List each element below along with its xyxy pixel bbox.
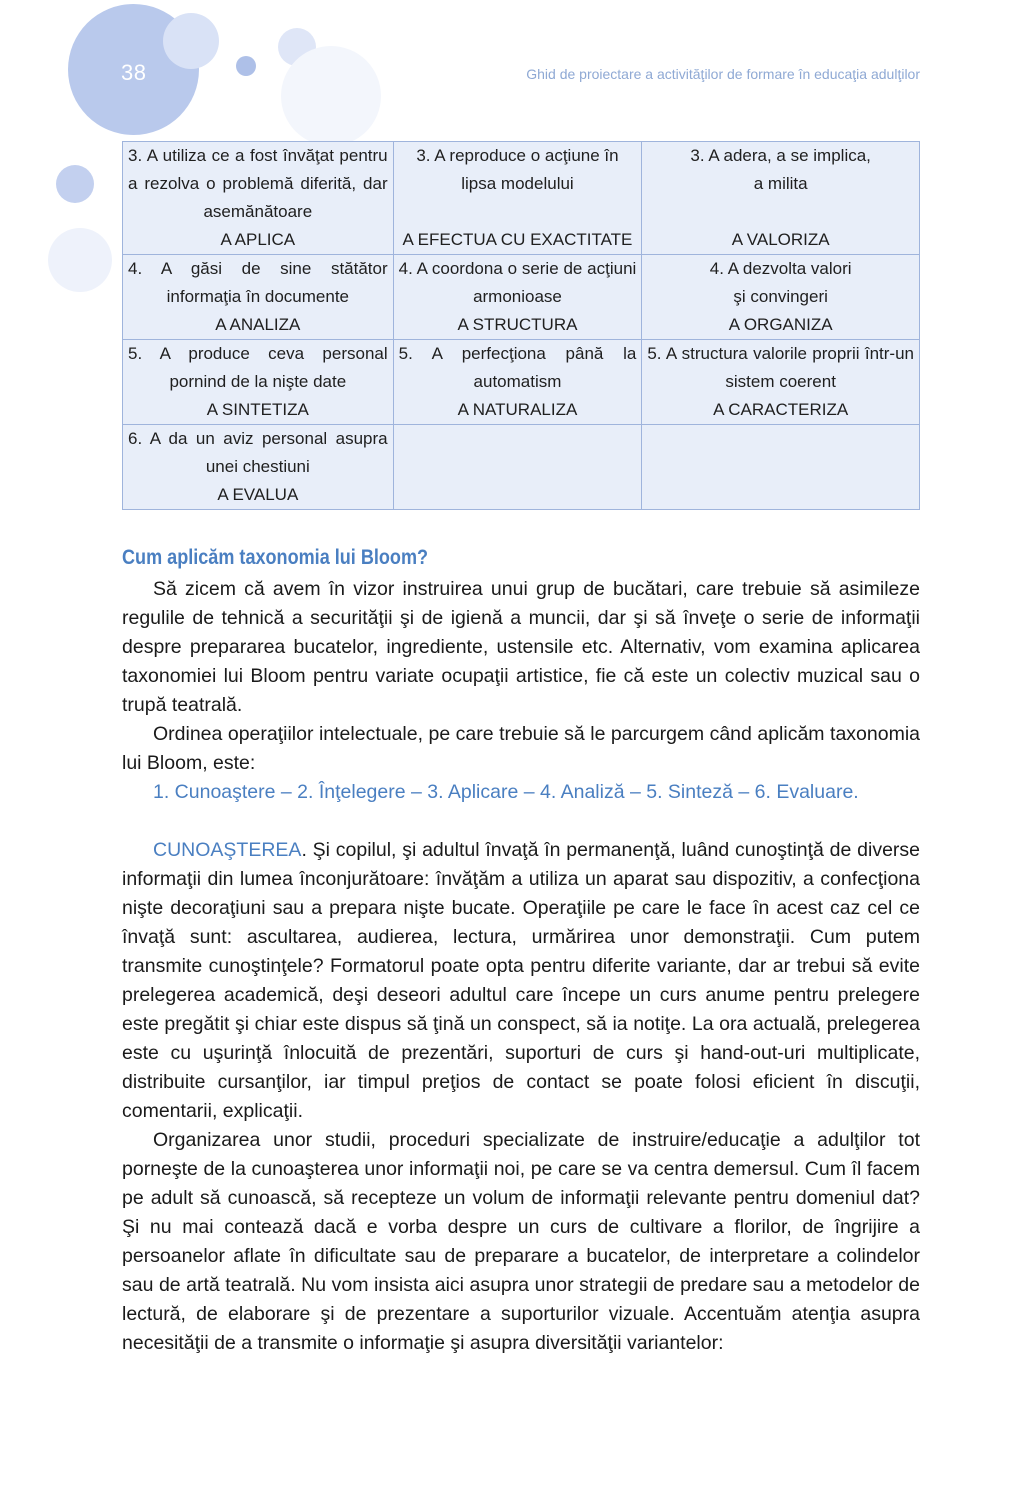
decorative-circle-medium xyxy=(163,13,219,69)
cell-category: A ANALIZA xyxy=(215,315,301,334)
table-row xyxy=(123,340,920,425)
cell-category: A CARACTERIZA xyxy=(713,400,849,419)
table-cell xyxy=(393,255,642,340)
cell-text: 4. A dezvolta valori xyxy=(709,259,852,278)
paragraph: Organizarea unor studii, proceduri specializate de instruire/educaţie a adulţilor tot porneşte de la cunoaşterea unor informaţii noi, pe care se va centra demersul. Cum îl facem pe adult să cunoască, să recepteze un volum de informaţii relevante pentru domeniul dat? Şi nu mai contează dacă e vorba despre un curs de cultivare a florilor, de îngrijire a persoanelor aflate în dificultate sau de preparare a bucatelor, de interpretare a colindelor sau de artă teatrală. Nu vom insista aici asupra unor strategii de predare sau a metodelor de lectură, de elaborare şi de prezentare a suporturilor vizuale. Accentuăm atenţia asupra necesităţii de a transmite o informaţie şi asupra diversităţii variantelor: xyxy=(122,1129,920,1354)
table-cell xyxy=(123,425,394,510)
cell-text: 5. A structura valorile proprii într-un sistem coerent xyxy=(647,344,914,391)
table-cell xyxy=(393,340,642,425)
decorative-circle-left xyxy=(56,165,94,203)
table-cell xyxy=(642,255,920,340)
cell-text: 6. A da un aviz personal asupra unei chestiuni xyxy=(128,429,388,476)
cell-text: 5. A perfecţiona până la automatism xyxy=(398,344,637,391)
table-row xyxy=(123,425,920,510)
decorative-circle-left-faint xyxy=(48,228,112,292)
table-row xyxy=(123,142,920,255)
paragraph xyxy=(122,836,920,1126)
page-number: 38 xyxy=(121,60,147,85)
cell-category: A VALORIZA xyxy=(731,230,830,249)
cell-text: 4. A găsi de sine stătător informaţia în documente xyxy=(128,259,388,306)
cell-category: A EVALUA xyxy=(217,485,299,504)
running-header: Ghid de proiectare a activităţilor de formare în educaţia adulţilor xyxy=(526,66,920,82)
paragraph-text: . Şi copilul, şi adultul învaţă în permanenţă, luând cunoştinţă de diverse informaţii din lumea înconjurătoare: învăţăm a utiliza un aparat sau dispozitiv, a confecţiona nişte decoraţiuni sau a prepara nişte bucate. Operaţiile pe care le face în acest caz cel ce învaţă sunt: ascultarea, audierea, lectura, urmărirea unor demonstraţii. Cum putem transmite cunoştinţele? Formatorul poate opta pentru diferite variante, dar ar trebui să evite prelegerea academică, deşi deseori adultul care începe un curs anume pentru prelegere este pregătit şi chiar este dispus să ţină un conspect, să ia notiţe. La ora actuală, prelegerea este cu uşurinţă înlocuită de prezentări, suporturi de curs şi hand-out-uri multiplicate, distribuite cursanţilor, iar timpul preţios de contact se poate folosi eficient în discuţii, comentarii, explicaţii. xyxy=(122,839,920,1122)
table-cell xyxy=(123,340,394,425)
table-cell xyxy=(123,142,394,255)
operations-sequence: 1. Cunoaştere – 2. Înţelegere – 3. Aplicare – 4. Analiză – 5. Sinteză – 6. Evaluare. xyxy=(153,781,859,803)
cell-category: A EFECTUA CU EXACTITATE xyxy=(402,230,633,249)
decorative-circle-faint xyxy=(281,46,381,146)
decorative-circle-dot xyxy=(236,56,256,76)
cell-category: A NATURALIZA xyxy=(457,400,578,419)
table-cell xyxy=(642,142,920,255)
table-cell xyxy=(123,255,394,340)
table-row xyxy=(123,255,920,340)
table-cell xyxy=(393,142,642,255)
cell-text: 3. A adera, a se implica, xyxy=(690,146,871,165)
paragraph: Ordinea operaţiilor intelectuale, pe care trebuie să le parcurgem când aplicăm taxonomia lui Bloom, este: xyxy=(122,723,920,774)
cell-text: a milita xyxy=(753,174,808,193)
cell-category: A STRUCTURA xyxy=(457,315,578,334)
paragraph: Să zicem că avem în vizor instruirea unui grup de bucătari, care trebuie să asimileze regulile de tehnică a securităţii şi de igienă a muncii, dar şi să înveţe o serie de informaţii despre prepararea bucatelor, ingrediente, ustensile etc. Alternativ, vom examina aplicarea taxonomiei lui Bloom pentru variate ocupaţii artistice, fie că este un colectiv muzical sau o trupă teatrală. xyxy=(122,578,920,716)
cell-category: A SINTETIZA xyxy=(206,400,309,419)
cell-text: 4. A coordona o serie de acţiuni armonioase xyxy=(398,259,637,306)
taxonomy-table xyxy=(122,141,920,510)
table-cell xyxy=(642,340,920,425)
cell-text: şi convingeri xyxy=(733,287,828,306)
cell-category: A ORGANIZA xyxy=(728,315,833,334)
paragraph-lead: CUNOAŞTEREA xyxy=(153,839,302,861)
cell-text: 3. A reproduce o acţiune în lipsa modelului xyxy=(416,146,619,193)
cell-text: 5. A produce ceva personal pornind de la nişte date xyxy=(128,344,388,391)
table-cell-empty xyxy=(393,425,642,510)
table-cell-empty xyxy=(642,425,920,510)
body-text xyxy=(122,575,920,1358)
cell-text: 3. A utiliza ce a fost învăţat pentru a rezolva o problemă diferită, dar asemănătoare xyxy=(128,146,388,221)
section-heading: Cum aplicăm taxonomia lui Bloom? xyxy=(122,546,429,569)
cell-category: A APLICA xyxy=(220,230,296,249)
